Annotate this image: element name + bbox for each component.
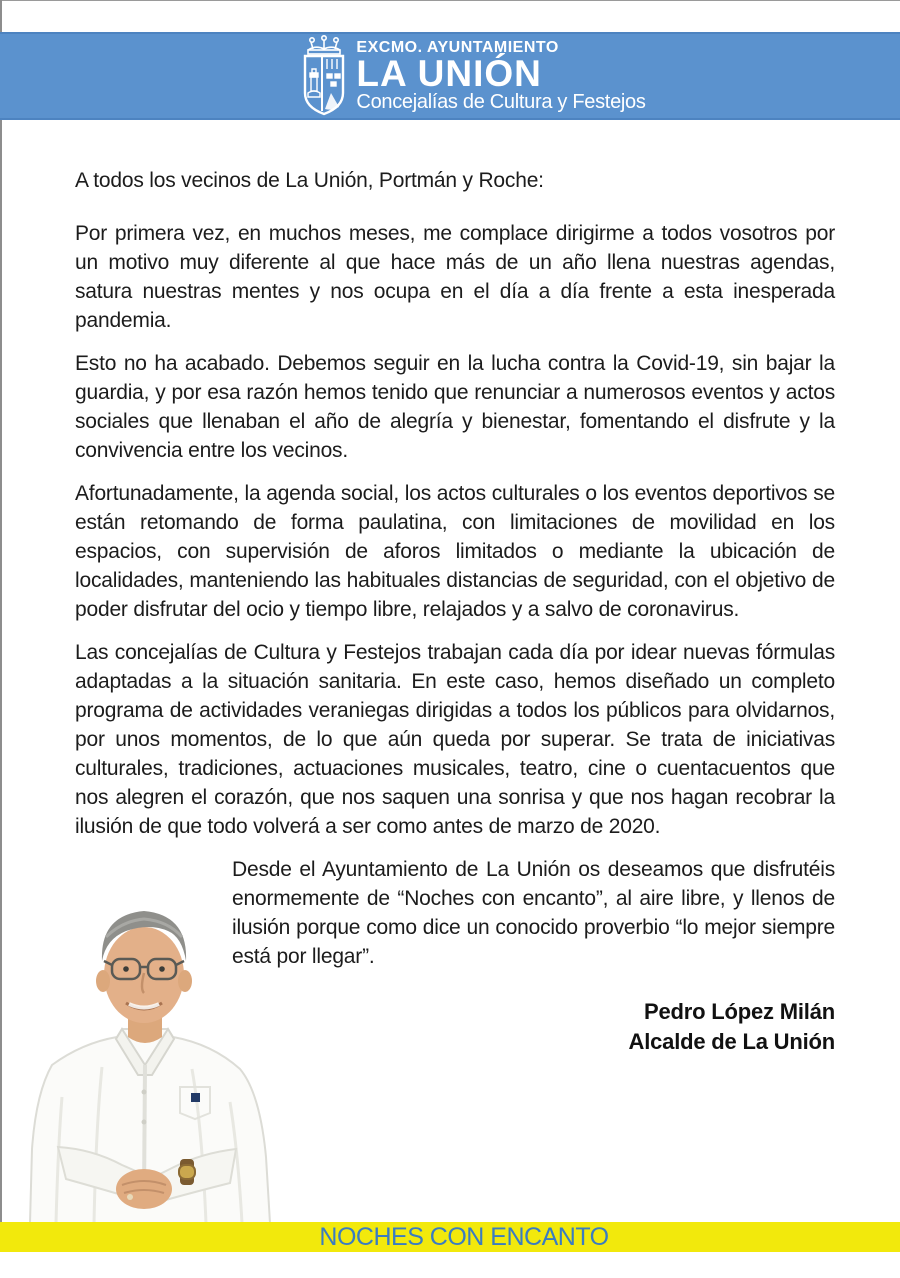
logo-text-block xyxy=(356,39,645,113)
mayor-photo xyxy=(22,897,272,1223)
header-band xyxy=(0,32,900,120)
logo-excmo-label: EXCMO. AYUNTAMIENTO xyxy=(356,39,559,56)
logo-concejalias-label: Concejalías de Cultura y Festejos xyxy=(356,91,646,113)
page-top-edge xyxy=(0,0,900,1)
paragraph-1: Por primera vez, en muchos meses, me complace dirigirme a todos vosotros por un motivo muy diferente al que hace más de un año llena nuestras agendas, satura nuestras mentes y nos ocupa en el día a día frente a esta inesperada pandemia. xyxy=(75,222,835,332)
footer-title: NOCHES CON ENCANTO xyxy=(319,1223,609,1251)
ayuntamiento-logo xyxy=(298,35,645,117)
closing-paragraph: Desde el Ayuntamiento de La Unión os deseamos que disfrutéis enormemente de “Noches con encanto”, al aire libre, y llenos de ilusión porque como dice un conocido proverbio “lo mejor siempre está por llegar”. xyxy=(232,858,835,968)
la-union-crest-icon xyxy=(298,35,350,117)
footer-band xyxy=(0,1222,900,1252)
salutation-line: A todos los vecinos de La Unión, Portmán y Roche: xyxy=(75,169,544,192)
page-left-edge xyxy=(0,0,2,1222)
paragraph-4: Las concejalías de Cultura y Festejos trabajan cada día por idear nuevas fórmulas adaptadas a la situación sanitaria. En este caso, hemos diseñado un completo programa de actividades veraniegas dirigidas a todos los públicos para olvidarnos, por unos momentos, de lo que aún queda por superar. Se trata de iniciativas culturales, tradiciones, actuaciones musicales, teatro, cine o cuentacuentos que nos alegren el corazón, que nos saquen una sonrisa y que nos hagan recobrar la ilusión de que todo volverá a ser como antes de marzo de 2020. xyxy=(75,641,835,838)
signature-name: Pedro López Milán xyxy=(644,999,835,1024)
paragraph-2: Esto no ha acabado. Debemos seguir en la lucha contra la Covid-19, sin bajar la guardia, y por esa razón hemos tenido que renunciar a numerosos eventos y actos sociales que llenaban el año de alegría y bienestar, fomentando el disfrute y la convivencia entre los vecinos. xyxy=(75,352,835,462)
signature-title: Alcalde de La Unión xyxy=(628,1029,835,1054)
logo-la-union-label: LA UNIÓN xyxy=(356,53,542,94)
paragraph-3: Afortunadamente, la agenda social, los actos culturales o los eventos deportivos se están retomando de forma paulatina, con limitaciones de movilidad en los espacios, con supervisión de aforos limitados o mediante la ubicación de localidades, manteniendo las habituales distancias de seguridad, con el objetivo de poder disfrutar del ocio y tiempo libre, relajados y a salvo de coronavirus. xyxy=(75,482,835,621)
